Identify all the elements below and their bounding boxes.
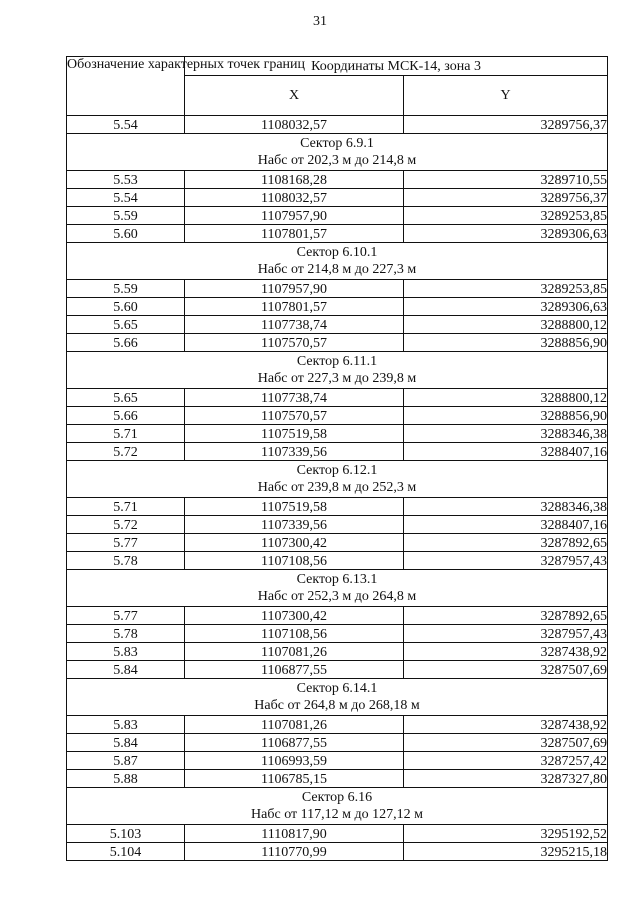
- table-row: [67, 716, 608, 734]
- y-coordinate-cell: 3289306,63: [404, 225, 608, 243]
- point-id-cell: 5.60: [67, 298, 185, 316]
- coordinates-table: [66, 56, 608, 861]
- sector-height-range: Набс от 202,3 м до 214,8 м: [257, 153, 417, 168]
- y-coordinate-cell: 3288856,90: [404, 407, 608, 425]
- sector-name: Сектор 6.10.1: [296, 245, 378, 260]
- x-coordinate-cell: 1107300,42: [185, 534, 404, 552]
- x-coordinate-cell: 1107570,57: [185, 334, 404, 352]
- y-coordinate-cell: 3287957,43: [404, 552, 608, 570]
- point-id-cell: 5.88: [67, 770, 185, 788]
- table-row: [67, 498, 608, 516]
- sector-cell: [67, 243, 608, 280]
- sector-height-range: Набс от 252,3 м до 264,8 м: [257, 589, 417, 604]
- x-coordinate-cell: 1110770,99: [185, 843, 404, 861]
- table-row: [67, 443, 608, 461]
- x-coordinate-cell: 1106993,59: [185, 752, 404, 770]
- sector-row: [67, 243, 608, 280]
- sector-cell: [67, 461, 608, 498]
- y-coordinate-cell: 3289756,37: [404, 116, 608, 134]
- table-row: [67, 661, 608, 679]
- table-row: [67, 625, 608, 643]
- table-row: [67, 189, 608, 207]
- y-column-header: Y: [404, 76, 608, 116]
- sector-cell: [67, 788, 608, 825]
- sector-row: [67, 134, 608, 171]
- point-id-cell: 5.54: [67, 116, 185, 134]
- point-id-cell: 5.65: [67, 316, 185, 334]
- y-coordinate-cell: 3287327,80: [404, 770, 608, 788]
- point-id-cell: 5.65: [67, 389, 185, 407]
- point-id-cell: 5.72: [67, 516, 185, 534]
- table-header: [67, 57, 608, 116]
- table-row: [67, 207, 608, 225]
- y-coordinate-cell: 3289710,55: [404, 171, 608, 189]
- point-id-cell: 5.77: [67, 534, 185, 552]
- point-id-cell: 5.84: [67, 661, 185, 679]
- y-coordinate-cell: 3287957,43: [404, 625, 608, 643]
- x-coordinate-cell: 1107801,57: [185, 298, 404, 316]
- y-coordinate-cell: 3287507,69: [404, 734, 608, 752]
- table-row: [67, 116, 608, 134]
- y-coordinate-cell: 3287257,42: [404, 752, 608, 770]
- x-coordinate-cell: 1107738,74: [185, 316, 404, 334]
- table-row: [67, 825, 608, 843]
- y-coordinate-cell: 3289306,63: [404, 298, 608, 316]
- table-body: [67, 116, 608, 861]
- point-id-cell: 5.72: [67, 443, 185, 461]
- sector-name: Сектор 6.14.1: [296, 681, 378, 696]
- table-row: [67, 734, 608, 752]
- table-row: [67, 334, 608, 352]
- point-id-cell: 5.103: [67, 825, 185, 843]
- x-coordinate-cell: 1107738,74: [185, 389, 404, 407]
- sector-name: Сектор 6.12.1: [296, 463, 378, 478]
- table-row: [67, 171, 608, 189]
- x-coordinate-cell: 1107519,58: [185, 498, 404, 516]
- sector-name: Сектор 6.9.1: [300, 136, 374, 151]
- x-coordinate-cell: 1107108,56: [185, 625, 404, 643]
- sector-row: [67, 352, 608, 389]
- x-coordinate-cell: 1106877,55: [185, 661, 404, 679]
- point-id-cell: 5.87: [67, 752, 185, 770]
- sector-row: [67, 461, 608, 498]
- table-row: [67, 316, 608, 334]
- point-id-cell: 5.78: [67, 625, 185, 643]
- table-row: [67, 552, 608, 570]
- table-row: [67, 643, 608, 661]
- x-coordinate-cell: 1107801,57: [185, 225, 404, 243]
- point-id-cell: 5.71: [67, 425, 185, 443]
- x-coordinate-cell: 1106877,55: [185, 734, 404, 752]
- y-coordinate-cell: 3288346,38: [404, 498, 608, 516]
- y-coordinate-cell: 3287438,92: [404, 716, 608, 734]
- y-coordinate-cell: 3288407,16: [404, 516, 608, 534]
- table-row: [67, 843, 608, 861]
- y-coordinate-cell: 3287892,65: [404, 607, 608, 625]
- x-coordinate-cell: 1106785,15: [185, 770, 404, 788]
- table-row: [67, 280, 608, 298]
- sector-row: [67, 679, 608, 716]
- x-coordinate-cell: 1107300,42: [185, 607, 404, 625]
- page-number: 31: [313, 14, 327, 29]
- x-coordinate-cell: 1107081,26: [185, 643, 404, 661]
- table-row: [67, 516, 608, 534]
- point-id-cell: 5.53: [67, 171, 185, 189]
- table-row: [67, 752, 608, 770]
- y-coordinate-cell: 3295192,52: [404, 825, 608, 843]
- sector-cell: [67, 134, 608, 171]
- y-coordinate-cell: 3288346,38: [404, 425, 608, 443]
- x-coordinate-cell: 1108032,57: [185, 116, 404, 134]
- point-id-cell: 5.104: [67, 843, 185, 861]
- x-coordinate-cell: 1107519,58: [185, 425, 404, 443]
- point-id-cell: 5.77: [67, 607, 185, 625]
- y-coordinate-cell: 3289253,85: [404, 207, 608, 225]
- x-coordinate-cell: 1107957,90: [185, 207, 404, 225]
- sector-height-range: Набс от 239,8 м до 252,3 м: [257, 480, 417, 495]
- point-id-cell: 5.60: [67, 225, 185, 243]
- x-coordinate-cell: 1107339,56: [185, 516, 404, 534]
- sector-name: Сектор 6.11.1: [296, 354, 378, 369]
- point-id-cell: 5.78: [67, 552, 185, 570]
- y-coordinate-cell: 3287507,69: [404, 661, 608, 679]
- point-id-cell: 5.71: [67, 498, 185, 516]
- coord-system-header: Координаты МСК-14, зона 3: [185, 57, 608, 76]
- sector-name: Сектор 6.13.1: [296, 572, 378, 587]
- sector-height-range: Набс от 117,12 м до 127,12 м: [251, 807, 423, 822]
- point-id-cell: 5.83: [67, 643, 185, 661]
- table-row: [67, 225, 608, 243]
- y-coordinate-cell: 3288800,12: [404, 316, 608, 334]
- sector-cell: [67, 352, 608, 389]
- table-row: [67, 407, 608, 425]
- sector-height-range: Набс от 264,8 м до 268,18 м: [254, 698, 420, 713]
- point-id-cell: 5.66: [67, 407, 185, 425]
- sector-cell: [67, 570, 608, 607]
- table-row: [67, 298, 608, 316]
- point-id-cell: 5.83: [67, 716, 185, 734]
- table-row: [67, 607, 608, 625]
- x-coordinate-cell: 1107957,90: [185, 280, 404, 298]
- table-row: [67, 389, 608, 407]
- sector-row: [67, 570, 608, 607]
- table-row: [67, 534, 608, 552]
- y-coordinate-cell: 3289253,85: [404, 280, 608, 298]
- sector-row: [67, 788, 608, 825]
- y-coordinate-cell: 3288407,16: [404, 443, 608, 461]
- y-coordinate-cell: 3289756,37: [404, 189, 608, 207]
- point-id-cell: 5.59: [67, 207, 185, 225]
- x-coordinate-cell: 1108032,57: [185, 189, 404, 207]
- table-row: [67, 770, 608, 788]
- x-coordinate-cell: 1107339,56: [185, 443, 404, 461]
- x-coordinate-cell: 1107081,26: [185, 716, 404, 734]
- sector-height-range: Набс от 214,8 м до 227,3 м: [257, 262, 417, 277]
- sector-cell: [67, 679, 608, 716]
- point-id-cell: 5.59: [67, 280, 185, 298]
- designation-header: Обозначение характерных точек границ: [67, 57, 185, 116]
- point-id-cell: 5.54: [67, 189, 185, 207]
- sector-height-range: Набс от 227,3 м до 239,8 м: [257, 371, 417, 386]
- y-coordinate-cell: 3287892,65: [404, 534, 608, 552]
- x-coordinate-cell: 1110817,90: [185, 825, 404, 843]
- point-id-cell: 5.84: [67, 734, 185, 752]
- x-coordinate-cell: 1107108,56: [185, 552, 404, 570]
- table-row: [67, 425, 608, 443]
- y-coordinate-cell: 3287438,92: [404, 643, 608, 661]
- sector-name: Сектор 6.16: [301, 790, 373, 805]
- y-coordinate-cell: 3288856,90: [404, 334, 608, 352]
- x-coordinate-cell: 1107570,57: [185, 407, 404, 425]
- x-column-header: X: [185, 76, 404, 116]
- y-coordinate-cell: 3295215,18: [404, 843, 608, 861]
- point-id-cell: 5.66: [67, 334, 185, 352]
- y-coordinate-cell: 3288800,12: [404, 389, 608, 407]
- x-coordinate-cell: 1108168,28: [185, 171, 404, 189]
